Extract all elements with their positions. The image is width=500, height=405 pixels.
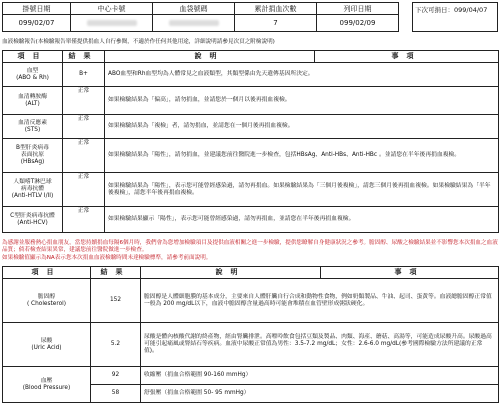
table2-header-row [3, 267, 499, 279]
table1-header-item: 項目 [3, 51, 63, 63]
table1-header-row [3, 51, 499, 63]
row-item [3, 139, 63, 173]
header-label-bag: 血袋號碼 [153, 3, 235, 15]
row-item-sub: (ABO & Rh) [16, 74, 49, 81]
row-desc: 如果檢驗結果為「陽性」，表示您可能曾經感染過，請勿再捐血。如果檢驗結果為「三個月後複檢」，請您三個月後再捐血複檢。如果檢驗結果為「半年後複檢」，請您半年後再捐血複檢。 [105, 173, 499, 207]
row-item-sub: ( Cholesterol) [26, 300, 67, 307]
row-desc: 收縮壓（捐血合格範圍 90-160 mmHg） [141, 367, 499, 385]
table-row [3, 367, 499, 385]
row-item [3, 207, 63, 233]
row-item-sub: 表面抗原 [20, 152, 45, 158]
row-item [3, 115, 63, 139]
row-result: 正常 [63, 207, 105, 233]
table-row [3, 323, 499, 367]
table2-header-item: 項目 [3, 267, 91, 279]
health-check-table [2, 266, 499, 403]
row-item-name: 尿酸 [40, 337, 53, 344]
row-desc: 舒張壓（捐血合格範圍 50- 95 mmHg） [141, 385, 499, 403]
row-item-sub: (Uric Acid) [31, 344, 62, 351]
row-desc: 膽固醇是人體細胞膜的基本成分，主要來自人體肝臟自行合成和動物性食物，例如奶類製品、牛油、起司、蛋黃等。血液總膽固醇正常值一般為 200 mg/dL以下，血液中膽固醇含量過高時可能會堆積在血管壁形成粥狀硬化。 [141, 279, 499, 323]
table-row [3, 207, 499, 233]
redacted-bag [169, 20, 219, 26]
header-value-date: 099/02/07 [3, 15, 71, 32]
row-item-sub2: (Anti-HTLV I/II) [11, 193, 54, 199]
row-result: 正常 [63, 139, 105, 173]
row-item-sub: (ALT) [25, 100, 40, 107]
row-item-sub: (STS) [24, 126, 41, 133]
table-row [3, 63, 499, 87]
row-item-name: 血清反應素 [18, 119, 47, 126]
row-desc: 如果檢驗結果為「複檢」者，請勿捐血，並請您在一個月後再捐血複檢。 [105, 115, 499, 139]
row-result: 正常 [63, 173, 105, 207]
table-row [3, 279, 499, 323]
blood-test-table [2, 50, 499, 233]
row-item-name: 膽固醇 [37, 293, 56, 300]
row-item-sub2: (HBsAg) [20, 159, 45, 165]
row-item-name: 血型 [26, 67, 39, 74]
table1-header-result: 結果 [63, 51, 105, 63]
row-item-sub: 病毒抗體 [20, 186, 45, 192]
row-result: 正常 [63, 115, 105, 139]
header-value-card [71, 15, 153, 32]
red-note-extra-tests: 為感謝並服務熱心捐血朋友，當您持續捐血每隔6個月時，我們會為您增加檢驗項目及提供血液相關之進一步檢驗，提供您瞭解自身健康狀況之參考。膽固醇、尿酸之檢驗結果並不影響您本次捐血之血液品質；倘若檢查結果異常，建議您前往醫院做進一步檢查。 [2, 240, 498, 253]
row-result: B+ [63, 63, 105, 87]
header-value-print: 099/02/09 [317, 15, 399, 32]
header-label-date: 掛號日期 [3, 3, 71, 15]
row-desc: 如果檢驗結果顯示「陽性」，表示您可能曾經感染過，請勿再捐血，並請您在半年後再捐血複檢。 [105, 207, 499, 233]
row-desc: ABO血型和Rh血型均為人體常見之血液類型，其類型係由先天遺傳基因所決定。 [105, 63, 499, 87]
row-item [3, 63, 63, 87]
row-item [3, 87, 63, 115]
next-visit-date: 下次可捐日：099/04/07 [412, 2, 498, 32]
header-label-card: 中心卡號 [71, 3, 153, 15]
table-row [3, 115, 499, 139]
header-label-print: 列印日期 [317, 3, 399, 15]
report-notice: 血液檢驗報告(本檢驗報告單僅提供捐血人自行參閱，不適於作任何其他用途，詳細說明請參見次頁之附檢說明) [2, 39, 275, 45]
redacted-card [87, 20, 137, 26]
row-item-name: B型肝炎病毒 [16, 145, 49, 151]
table1-header-notes: 事項 [315, 51, 499, 63]
header-table [2, 2, 399, 32]
table-row [3, 173, 499, 207]
row-result: 58 [91, 385, 141, 403]
row-item-name: 血清轉胺酶 [18, 93, 47, 100]
row-desc: 如果檢驗結果為「陽性」，請勿捐血，並建議您前往醫院進一步檢查，包括HBsAg、Anti-HBs、Anti-HBc 。並請您在半年後再捐血複檢。 [105, 139, 499, 173]
header-value-bag [153, 15, 235, 32]
table-row [3, 87, 499, 115]
row-item-name: 血壓 [40, 377, 53, 384]
header-label-count: 累計捐血次數 [235, 3, 317, 15]
red-note-na: 如果檢驗值顯示為NA表示您本次捐血血液檢驗時間未達檢驗標準，請參考前面說明。 [2, 255, 212, 261]
table1-header-desc: 說明 [105, 51, 315, 63]
table2-header-notes: 事項 [321, 267, 499, 279]
row-item [3, 173, 63, 207]
row-item-name: 人類嗜T淋巴球 [13, 179, 52, 185]
header-value-count: 7 [235, 15, 317, 32]
row-item [3, 367, 91, 403]
row-result: 正常 [63, 87, 105, 115]
row-item [3, 279, 91, 323]
row-desc: 尿酸是體內核酸代謝的終產物，經由腎臟排泄。高嘌呤飲食包括豆類及製品、肉類、海產、蘑菇、高湯等，可能造成尿酸升高。尿酸過高可能引起痛風或腎結石等疾病。血液中尿酸正常值為男性：3.5-7.2 mg/dL；女性：2.6-6.0 mg/dL(參考國際檢驗方法所建議的正常值)。 [141, 323, 499, 367]
row-result: 152 [91, 279, 141, 323]
row-item-sub: (Anti-HCV) [17, 219, 48, 226]
row-desc: 如果檢驗結果為「偏高」，請勿捐血，並請您於一個月以後再捐血複檢。 [105, 87, 499, 115]
row-item [3, 323, 91, 367]
header-strip [2, 2, 498, 32]
row-item-name: C型肝炎病毒抗體 [10, 212, 55, 219]
row-result: 92 [91, 367, 141, 385]
table2-header-desc: 說明 [141, 267, 321, 279]
row-result: 5.2 [91, 323, 141, 367]
table-row [3, 139, 499, 173]
table2-header-result: 結果 [91, 267, 141, 279]
row-item-sub: (Blood Pressure) [22, 384, 71, 391]
